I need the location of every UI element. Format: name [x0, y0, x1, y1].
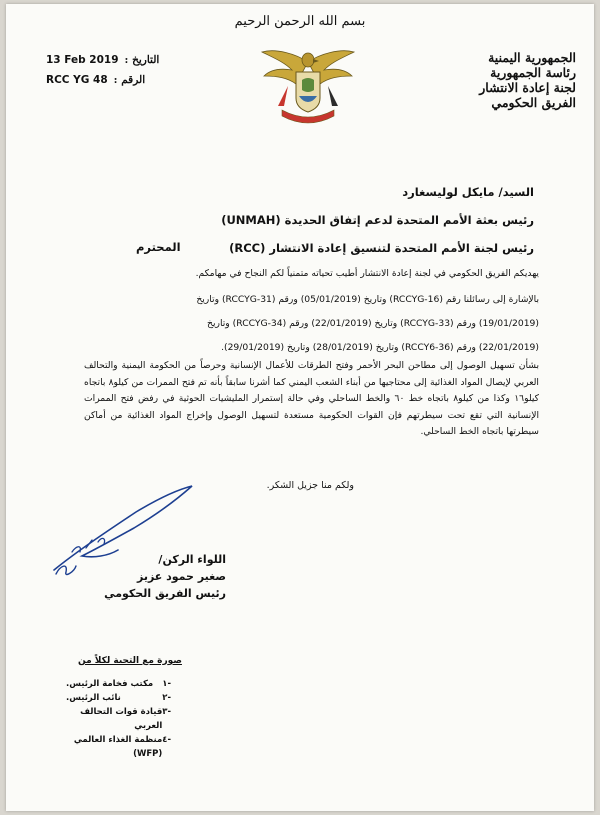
- recipient-title-1: رئيس بعثة الأمم المتحدة لدعم إتفاق الحديدة (UNMAH): [221, 213, 534, 227]
- cc-item-number: ١-: [162, 679, 171, 689]
- issuer-line-3: لجنة إعادة الانتشار: [479, 80, 576, 95]
- main-paragraph: [84, 358, 539, 441]
- signatory-position: رئيس الفريق الحكومي: [104, 587, 226, 600]
- issuer-line-1: الجمهورية اليمنية: [488, 50, 576, 65]
- greeting-paragraph: [84, 266, 539, 283]
- cc-item: [66, 705, 171, 733]
- date-ref-block: [46, 54, 159, 94]
- date-label: التاريخ :: [124, 54, 160, 66]
- cc-list: [66, 677, 171, 761]
- closing-line: ولكم منا جزيل الشكر.: [266, 480, 354, 491]
- cc-item: [66, 691, 171, 705]
- date-value: 13 Feb 2019: [46, 54, 119, 66]
- reference-value: RCC YG 48: [46, 74, 108, 86]
- honorific: المحترم: [136, 240, 181, 254]
- cc-item-text: قيادة قوات التحالف العربي: [80, 707, 163, 731]
- cc-item: [66, 677, 171, 691]
- cc-item-text: نائب الرئيس.: [66, 693, 121, 703]
- signatory-name: صغير حمود عزيز: [136, 570, 226, 583]
- bismillah-header: بسم الله الرحمن الرحيم: [234, 14, 366, 29]
- reference-line-3: (22/01/2019) ورقم (RCCY6-36) وتاريخ (28/01/2019) وتاريخ (29/01/2019).: [221, 342, 539, 353]
- main-paragraph-text: بشأن تسهيل الوصول إلى مطاحن البحر الأحمر وفتح الطرقات للأعمال الإنسانية وحرصاً من الحكومة اليمنية والتحالف العربي لإيصال المواد الغذائية إلى محتاجيها من أبناء الشعب اليمني كما أشرنا سابقاً بأنه تم فتح الممرات من كيلو٨ باتجاه كيلو١٦ وكذا من كيلو٨ باتجاه خط ٦٠ والخط الساحلي وفي حالة إستمرار المليشيات الحوثية في رفض فتح الممرات الإنسانية التي تقع تحت سيطرتهم فإن القوات الحكومية مستعدة لتسهيل الوصول وإخراج المواد الغذائية من أماكن سيطرتها باتجاه الخط الساحلي.: [84, 360, 540, 437]
- issuer-block: [479, 50, 576, 110]
- cc-item-text: مكتب فخامة الرئيس.: [66, 679, 154, 689]
- recipient-name: السيد/ مايكل لوليسغارد: [402, 185, 534, 199]
- cc-item-number: ٣-: [162, 707, 171, 717]
- references-paragraph: [84, 288, 539, 360]
- cc-item: [66, 733, 171, 761]
- greeting-line: يهديكم الفريق الحكومي في لجنة إعادة الانتشار أطيب تحياته متمنياً لكم النجاح في مهامكم.: [195, 268, 539, 279]
- document-page: [6, 4, 594, 811]
- cc-item-text: منظمة الغذاء العالمي (WFP): [73, 735, 163, 759]
- issuer-line-4: الفريق الحكومي: [491, 95, 576, 110]
- yemen-eagle-emblem-icon: [258, 40, 358, 135]
- cc-item-number: ٢-: [162, 693, 171, 703]
- signatory-rank: اللواء الركن/: [158, 553, 226, 566]
- issuer-line-2: رئاسة الجمهورية: [490, 65, 576, 80]
- reference-line-1: بالإشارة إلى رسائلنا رقم (RCCYG-16) وتاريخ (05/01/2019) ورقم (RCCYG-31) وتاريخ: [196, 294, 539, 305]
- recipient-title-2: رئيس لجنة الأمم المتحدة لتنسيق إعادة الانتشار (RCC): [229, 241, 534, 255]
- cc-title: صورة مع التحية لكلاً من: [78, 656, 182, 666]
- reference-line-2: (19/01/2019) ورقم (RCCYG-33) وتاريخ (22/01/2019) ورقم (RCCYG-34) وتاريخ: [207, 318, 539, 329]
- signature-block: [96, 551, 226, 602]
- cc-item-number: ٤-: [162, 735, 171, 745]
- reference-label: الرقم :: [113, 74, 146, 86]
